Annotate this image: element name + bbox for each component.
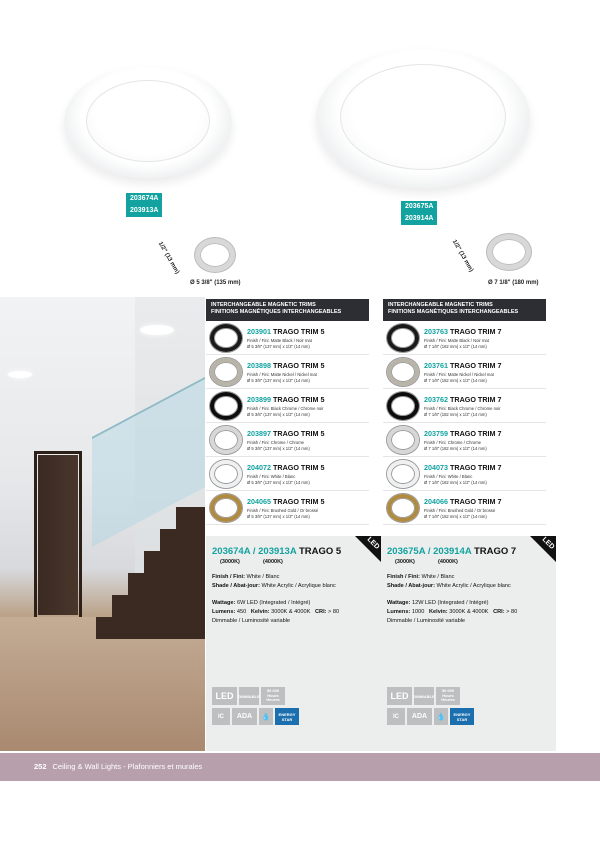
trim-code: 203899 (247, 395, 271, 404)
trim-size: Ø 7 1/8" (182 mm) x 1/2" (14 mm) (424, 344, 487, 349)
finish-value: White / Blanc (421, 574, 455, 580)
section-title: Ceiling & Wall Lights - Plafonniers et murales (52, 762, 203, 771)
trim-name: TRAGO TRIM 5 (272, 327, 325, 336)
kelvin-label: Kelvin: (250, 609, 270, 615)
diameter-label: Ø 5 3/8" (135 mm) (190, 280, 241, 286)
trim-row (383, 389, 546, 423)
trim-row (206, 423, 369, 457)
dimmable-icon: DIMMABLE (414, 687, 434, 705)
trim-code: 204072 (247, 463, 271, 472)
trim-title (247, 361, 325, 370)
trim-size: Ø 7 1/8" (182 mm) x 1/2" (14 mm) (424, 412, 487, 417)
trim-finish: Finish / Fini: Chrome / Chrome (247, 440, 305, 445)
spec-box-trago-5 (206, 536, 381, 751)
trim-size: Ø 5 3/8" (137 mm) x 1/2" (14 mm) (247, 412, 310, 417)
photo-ceiling-light (140, 325, 174, 335)
kelvin-3000: (3000K) (220, 559, 240, 565)
ic-rated-icon: IC (212, 708, 230, 725)
trim-title (247, 497, 325, 506)
trim-code: 203898 (247, 361, 271, 370)
shade-value: White Acrylic / Acrylique blanc (436, 583, 511, 589)
trim-ring-swatch (387, 324, 419, 352)
trim-ring-swatch (210, 426, 242, 454)
trim-name: TRAGO TRIM 7 (449, 327, 502, 336)
trim-title (424, 395, 502, 404)
trim-header-en: INTERCHANGEABLE MAGNETIC TRIMS (388, 302, 493, 308)
trim-name: TRAGO TRIM 5 (272, 395, 325, 404)
kelvin-label: Kelvin: (429, 609, 448, 615)
trim-code: 203897 (247, 429, 271, 438)
trim-ring-swatch (210, 358, 242, 386)
lumens-value: 1000 (411, 609, 425, 615)
trim-ring-swatch (210, 494, 242, 522)
hours-line2: Hours (442, 692, 454, 698)
photo-stair (176, 507, 205, 529)
wet-location-icon: 💧 (434, 708, 448, 725)
depth-label: 1/2" (13 mm) (450, 239, 474, 274)
trim-ring-swatch (387, 494, 419, 522)
photo-stair (112, 595, 205, 617)
trim-code: 203759 (424, 429, 448, 438)
trim-finish: Finish / Fini: Matte Black / Noir mat (424, 338, 489, 343)
shade-label: Shade / Abat-jour: (212, 583, 260, 589)
trim-title (424, 429, 502, 438)
trim-ring-swatch (387, 358, 419, 386)
fixture-lens (340, 64, 506, 170)
trim-panel-7 (383, 299, 546, 525)
trim-name: TRAGO TRIM 7 (449, 395, 502, 404)
trim-size: Ø 7 1/8" (182 mm) x 1/2" (14 mm) (424, 378, 487, 383)
trim-row (206, 355, 369, 389)
trim-row (383, 423, 546, 457)
spec-wattage (387, 600, 488, 606)
trim-ring-swatch (387, 392, 419, 420)
trim-finish: Finish / Fini: Chrome / Chrome (424, 440, 482, 445)
led-corner-label: LED (540, 536, 556, 551)
trim-ring-swatch (210, 392, 242, 420)
trim-code: 203901 (247, 327, 271, 336)
spec-name: TRAGO 5 (298, 546, 342, 557)
energy-star-icon: ENERGY STAR (275, 708, 299, 725)
kelvin-4000: (4000K) (438, 559, 458, 565)
shade-value: White Acrylic / Acrylique blanc (261, 583, 336, 589)
hours-icon (261, 687, 285, 705)
photo-door (38, 455, 78, 615)
cri-value: > 80 (506, 609, 518, 615)
hours-icon (436, 687, 460, 705)
dimension-ring (487, 234, 531, 270)
spec-finish (387, 574, 454, 580)
trim-panel-5 (206, 299, 369, 525)
trim-size: Ø 7 1/8" (182 mm) x 1/2" (14 mm) (424, 514, 487, 519)
product-image-trago-5 (64, 66, 232, 178)
trim-name: TRAGO TRIM 7 (449, 361, 502, 370)
trim-code: 204073 (424, 463, 448, 472)
trim-row (206, 321, 369, 355)
trim-finish: Finish / Fini: Matte Black / Noir mat (247, 338, 312, 343)
hours-line2: Hours (267, 692, 279, 698)
trim-title (247, 395, 325, 404)
trim-code: 203762 (424, 395, 448, 404)
trim-finish: Finish / Fini: Brushed Gold / Or brossé (424, 508, 496, 513)
spec-dimmable: Dimmable / Luminosité variable (387, 618, 466, 624)
trim-name: TRAGO TRIM 5 (272, 361, 325, 370)
trim-finish: Finish / Fini: Matte Nickel / Nickel mat (247, 372, 317, 377)
cert-icons (212, 687, 322, 735)
ada-icon: ADA (232, 708, 257, 725)
trim-ring-swatch (210, 324, 242, 352)
hours-line3: Heures (441, 697, 455, 703)
trim-finish: Finish / Fini: Black Chrome / Chrome noir (247, 406, 324, 411)
trim-header-fr: FINITIONS MAGNÉTIQUES INTERCHANGEABLES (388, 309, 519, 315)
ada-icon: ADA (407, 708, 432, 725)
trim-size: Ø 5 3/8" (137 mm) x 1/2" (14 mm) (247, 514, 310, 519)
trim-name: TRAGO TRIM 5 (272, 429, 325, 438)
trim-code: 204065 (247, 497, 271, 506)
cri-value: > 80 (328, 609, 340, 615)
trim-name: TRAGO TRIM 7 (449, 497, 502, 506)
spec-shade (387, 583, 511, 589)
trim-title (247, 327, 325, 336)
hours-line3: Heures (266, 697, 280, 703)
lumens-label: Lumens: (387, 609, 411, 615)
kelvin-4000: (4000K) (263, 559, 283, 565)
ic-rated-icon: IC (387, 708, 405, 725)
wet-location-icon: 💧 (259, 708, 273, 725)
wattage-value: 12W LED (Integrated / Intégré) (411, 600, 489, 606)
kelvin-value: 3000K & 4000K (449, 609, 489, 615)
finish-label: Finish / Fini: (387, 574, 420, 580)
footer-text (34, 762, 202, 771)
spec-shade (212, 583, 336, 589)
lumens-value: 450 (236, 609, 247, 615)
wattage-value: 6W LED (Integrated / Intégré) (236, 600, 311, 606)
trim-title (424, 361, 502, 370)
trim-size: Ø 5 3/8" (137 mm) x 1/2" (14 mm) (247, 378, 310, 383)
trim-header-fr: FINITIONS MAGNÉTIQUES INTERCHANGEABLES (211, 309, 342, 315)
trim-title (424, 497, 502, 506)
photo-stair (160, 529, 205, 551)
trim-finish: Finish / Fini: Brushed Gold / Or brossé (247, 508, 319, 513)
trim-row (383, 355, 546, 389)
page-number: 252 (34, 762, 47, 771)
trim-ring-swatch (210, 460, 242, 488)
dimension-ring (195, 238, 235, 272)
trim-panel-header (383, 299, 546, 321)
trim-row (206, 457, 369, 491)
trim-header-en: INTERCHANGEABLE MAGNETIC TRIMS (211, 302, 316, 308)
trim-title (247, 429, 325, 438)
trim-size: Ø 5 3/8" (137 mm) x 1/2" (14 mm) (247, 480, 310, 485)
trim-ring-swatch (387, 460, 419, 488)
trim-finish: Finish / Fini: White / Blanc (247, 474, 296, 479)
trim-finish: Finish / Fini: White / Blanc (424, 474, 473, 479)
sku-tag: 203675A (401, 201, 437, 213)
fixture-lens (86, 80, 210, 162)
spec-lumens-kelvin-cri (212, 609, 339, 615)
spec-code: 203674A / 203913A (212, 546, 297, 557)
trim-title (247, 463, 325, 472)
finish-value: White / Blanc (246, 574, 280, 580)
trim-title (424, 463, 502, 472)
sku-tag: 203913A (126, 205, 162, 217)
trim-size: Ø 5 3/8" (137 mm) x 1/2" (14 mm) (247, 446, 310, 451)
trim-row (206, 389, 369, 423)
trim-size: Ø 5 3/8" (137 mm) x 1/2" (14 mm) (247, 344, 310, 349)
sku-tag: 203914A (401, 213, 437, 225)
trim-size: Ø 7 1/8" (182 mm) x 1/2" (14 mm) (424, 480, 487, 485)
photo-stair (144, 551, 205, 573)
cert-icons (387, 687, 497, 735)
spec-lumens-kelvin-cri (387, 609, 517, 615)
trim-panel-header (206, 299, 369, 321)
wattage-label: Wattage: (212, 600, 236, 606)
page-footer (0, 753, 600, 781)
shade-label: Shade / Abat-jour: (387, 583, 435, 589)
trim-row (383, 491, 546, 525)
sku-tag: 203674A (126, 193, 162, 205)
trim-name: TRAGO TRIM 5 (272, 497, 325, 506)
finish-label: Finish / Fini: (212, 574, 245, 580)
trim-size: Ø 7 1/8" (182 mm) x 1/2" (14 mm) (424, 446, 487, 451)
photo-stair (96, 617, 205, 639)
trim-row (206, 491, 369, 525)
trim-row (383, 457, 546, 491)
trim-code: 203763 (424, 327, 448, 336)
trim-finish: Finish / Fini: Matte Nickel / Nickel mat (424, 372, 494, 377)
spec-title (387, 546, 516, 557)
spec-dimmable: Dimmable / Luminosité variable (212, 618, 291, 624)
spec-finish (212, 574, 279, 580)
hours-line1: 50 000 (441, 688, 455, 694)
spec-wattage (212, 600, 310, 606)
trim-code: 203761 (424, 361, 448, 370)
trim-finish: Finish / Fini: Black Chrome / Chrome noir (424, 406, 501, 411)
kelvin-value: 3000K & 4000K (271, 609, 311, 615)
cri-label: CRI: (314, 609, 327, 615)
kelvin-3000: (3000K) (395, 559, 415, 565)
led-corner-label: LED (365, 536, 381, 551)
trim-name: TRAGO TRIM 5 (272, 463, 325, 472)
diameter-label: Ø 7 1/8" (180 mm) (488, 280, 539, 286)
led-icon: LED (212, 687, 237, 705)
trim-name: TRAGO TRIM 7 (449, 463, 502, 472)
trim-title (424, 327, 502, 336)
lumens-label: Lumens: (212, 609, 236, 615)
hours-line1: 50 000 (266, 688, 280, 694)
trim-ring-swatch (387, 426, 419, 454)
trim-row (383, 321, 546, 355)
trim-name: TRAGO TRIM 7 (449, 429, 502, 438)
product-image-trago-7 (316, 48, 530, 188)
spec-code: 203675A / 203914A (387, 546, 472, 557)
spec-name: TRAGO 7 (473, 546, 517, 557)
depth-label: 1/2" (13 mm) (156, 241, 180, 276)
photo-ceiling-light (8, 371, 32, 378)
energy-star-icon: ENERGY STAR (450, 708, 474, 725)
trim-code: 204066 (424, 497, 448, 506)
dimmable-icon: DIMMABLE (239, 687, 259, 705)
spec-title (212, 546, 341, 557)
spec-box-trago-7 (381, 536, 556, 751)
cri-label: CRI: (493, 609, 505, 615)
wattage-label: Wattage: (387, 600, 411, 606)
room-photo (0, 297, 205, 751)
led-icon: LED (387, 687, 412, 705)
photo-stair (128, 573, 205, 595)
